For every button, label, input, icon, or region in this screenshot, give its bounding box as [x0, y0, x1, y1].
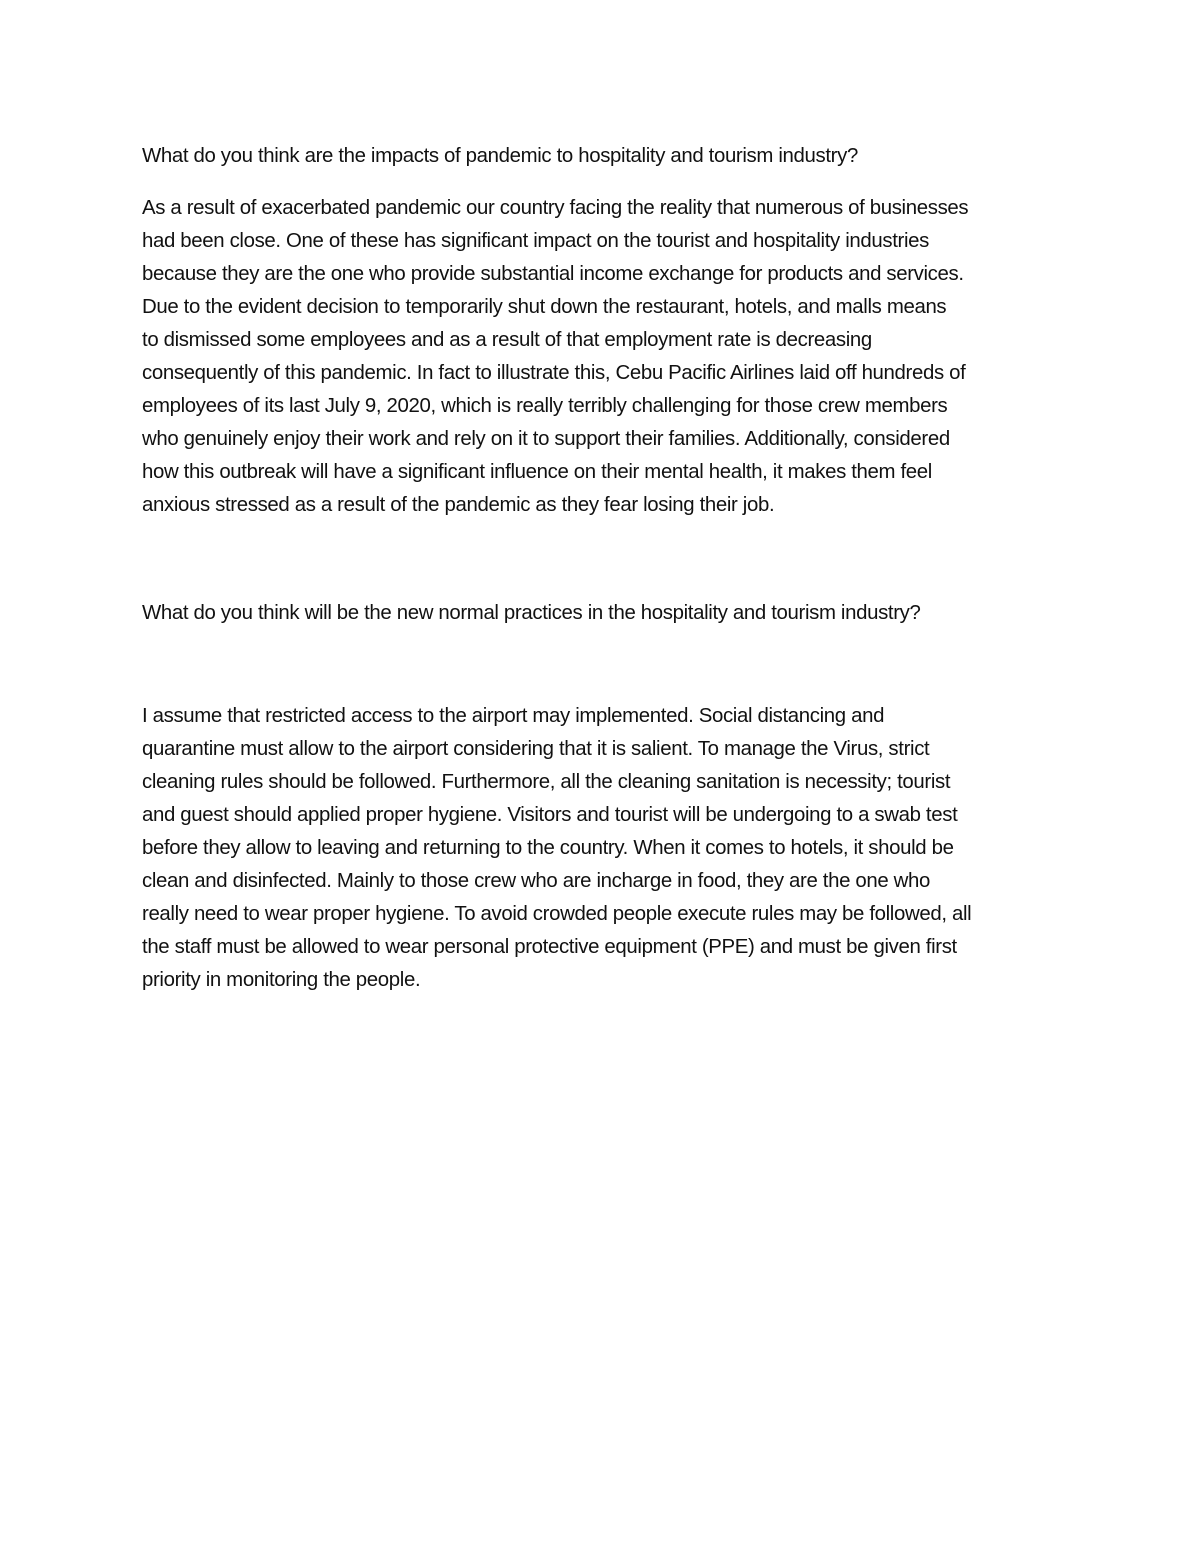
answer-2-line: clean and disinfected. Mainly to those crew who are incharge in food, they are the one who [142, 870, 931, 892]
answer-1-line: how this outbreak will have a significant influence on their mental health, it makes them feel [142, 461, 932, 483]
question-2: What do you think will be the new normal practices in the hospitality and tourism industry? [142, 602, 921, 624]
answer-2-line: really need to wear proper hygiene. To avoid crowded people execute rules may be followed, all [142, 903, 972, 925]
answer-2-line: priority in monitoring the people. [142, 969, 421, 991]
answer-1-line: Due to the evident decision to temporarily shut down the restaurant, hotels, and malls means [142, 296, 947, 318]
question-1: What do you think are the impacts of pandemic to hospitality and tourism industry? [142, 145, 858, 167]
answer-1-line: who genuinely enjoy their work and rely on it to support their families. Additionally, considered [142, 428, 950, 450]
answer-1 [142, 192, 1077, 522]
answer-1-line: consequently of this pandemic. In fact to illustrate this, Cebu Pacific Airlines laid off hundreds of [142, 362, 966, 384]
answer-2-line: before they allow to leaving and returning to the country. When it comes to hotels, it should be [142, 837, 954, 859]
answer-1-line: anxious stressed as a result of the pandemic as they fear losing their job. [142, 494, 775, 516]
answer-2-line: I assume that restricted access to the airport may implemented. Social distancing and [142, 705, 885, 727]
answer-1-line: employees of its last July 9, 2020, which is really terribly challenging for those crew members [142, 395, 948, 417]
answer-2-line: cleaning rules should be followed. Furthermore, all the cleaning sanitation is necessity; tourist [142, 771, 951, 793]
answer-2-line: the staff must be allowed to wear personal protective equipment (PPE) and must be given first [142, 936, 957, 958]
answer-2-line: quarantine must allow to the airport considering that it is salient. To manage the Virus, strict [142, 738, 930, 760]
document-body [142, 140, 1077, 997]
answer-1-line: to dismissed some employees and as a result of that employment rate is decreasing [142, 329, 872, 351]
answer-2-line: and guest should applied proper hygiene. Visitors and tourist will be undergoing to a swab test [142, 804, 958, 826]
answer-2 [142, 700, 1077, 997]
answer-1-line: had been close. One of these has significant impact on the tourist and hospitality industries [142, 230, 929, 252]
answer-1-line: As a result of exacerbated pandemic our country facing the reality that numerous of businesses [142, 197, 969, 219]
answer-1-line: because they are the one who provide substantial income exchange for products and services. [142, 263, 964, 285]
